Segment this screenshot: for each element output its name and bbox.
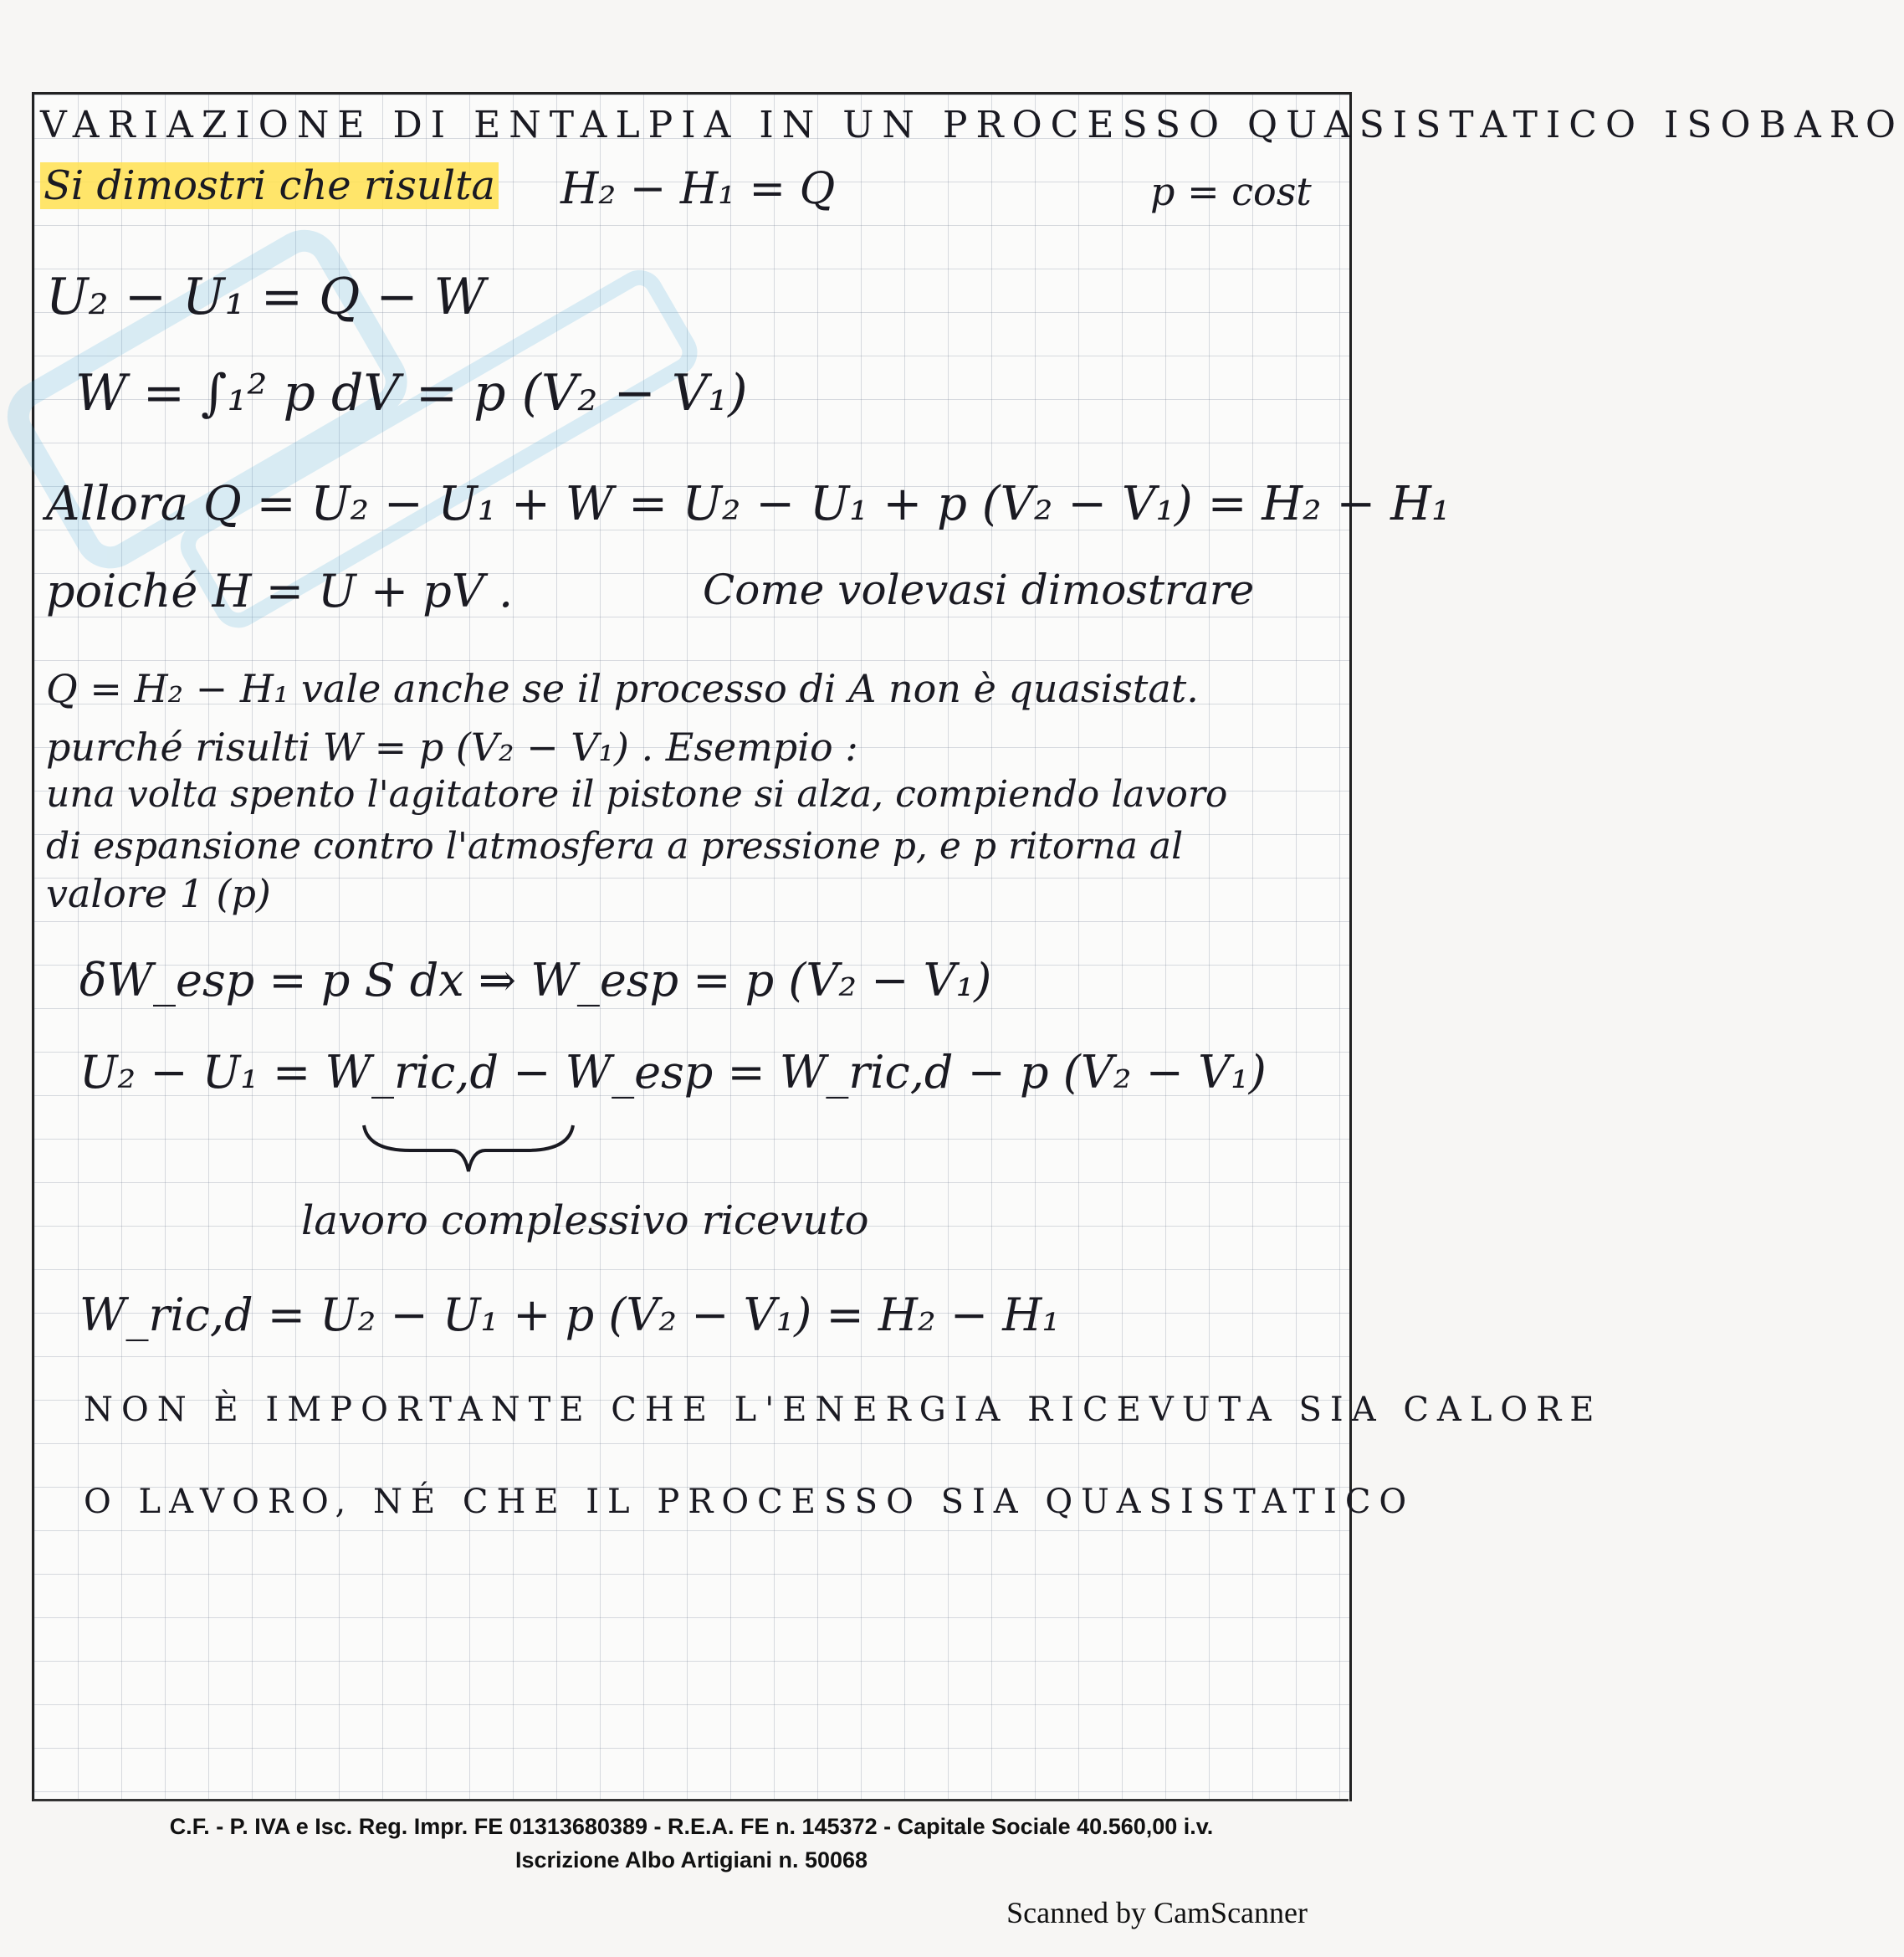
equation-enthalpy-def: poiché H = U + pV .: [46, 565, 514, 617]
text-line-3: una volta spento l'agitatore il pistone si alza, compiendo lavoro: [46, 773, 1228, 816]
sheet-bottom-rule: [33, 1799, 1349, 1801]
equation-work: W = ∫₁² p dV = p (V₂ − V₁): [75, 364, 748, 423]
pressure-constant: p = cost: [1150, 169, 1312, 214]
equation-first-law: U₂ − U₁ = Q − W: [46, 268, 486, 326]
page-title: VARIAZIONE DI ENTALPIA IN UN PROCESSO QUASISTATICO ISOBARO: [40, 104, 1904, 146]
conclusion-line-1: NON È IMPORTANTE CHE L'ENERGIA RICEVUTA SIA CALORE: [84, 1391, 1603, 1429]
prompt-text: [40, 162, 499, 209]
text-line-2: purché risulti W = p (V₂ − V₁) . Esempio :: [46, 725, 858, 770]
text-line-4: di espansione contro l'atmosfera a pressione p, e p ritorna al: [46, 825, 1184, 868]
enthalpy-equation: H₂ − H₁ = Q: [560, 164, 836, 214]
scanner-watermark-text: Scanned by CamScanner: [1006, 1896, 1308, 1929]
footer-company-info: C.F. - P. IVA e Isc. Reg. Impr. FE 01313680389 - R.E.A. FE n. 145372 - Capitale Sociale 40.560,00 i.v.: [169, 1814, 1214, 1839]
curly-brace-icon: [360, 1117, 577, 1176]
prompt-highlight: Si dimostri che risulta: [40, 162, 499, 209]
equation-expansion-work: δW_esp = p S dx ⇒ W_esp = p (V₂ − V₁): [79, 954, 992, 1007]
equation-heat: Allora Q = U₂ − U₁ + W = U₂ − U₁ + p (V₂ − V₁) = H₂ − H₁: [46, 477, 1451, 531]
text-line-1: Q = H₂ − H₁ vale anche se il processo di A non è quasistat.: [46, 666, 1199, 711]
footer-artisan-reg: Iscrizione Albo Artigiani n. 50068: [514, 1847, 868, 1872]
qed-text: Come volevasi dimostrare: [703, 566, 1255, 614]
brace-label: lavoro complessivo ricevuto: [301, 1197, 869, 1244]
equation-energy-balance: U₂ − U₁ = W_ric,d − W_esp = W_ric,d − p (V₂ − V₁): [79, 1046, 1267, 1099]
equation-total-work: W_ric,d = U₂ − U₁ + p (V₂ − V₁) = H₂ − H₁: [79, 1288, 1060, 1341]
conclusion-line-2: O LAVORO, NÉ CHE IL PROCESSO SIA QUASISTATICO: [84, 1483, 1415, 1521]
text-line-5: valore 1 (p): [46, 871, 271, 916]
